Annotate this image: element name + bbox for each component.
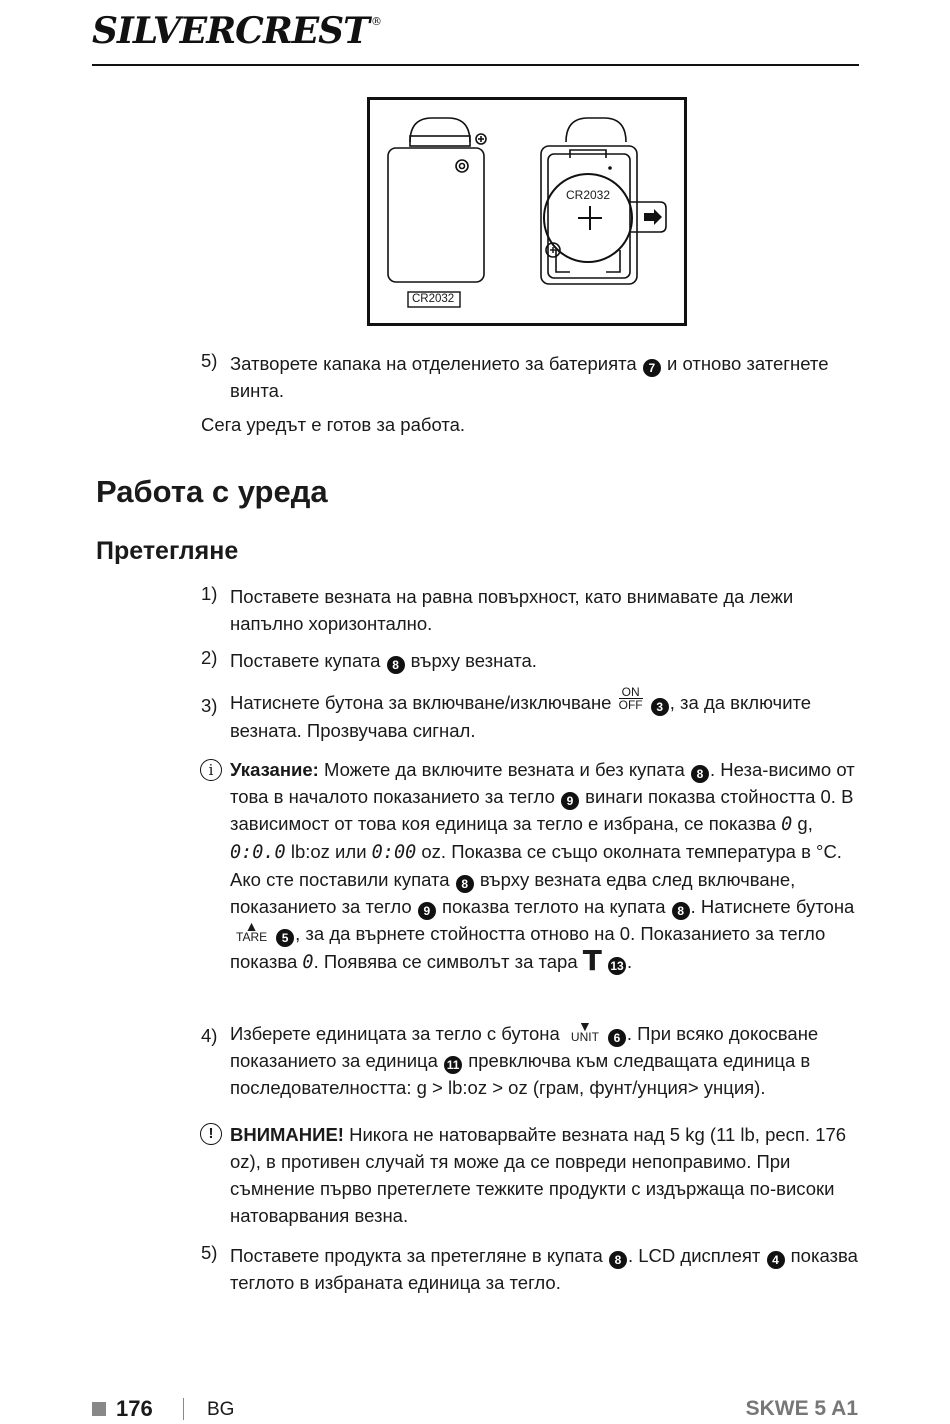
step-number: 5)	[201, 1242, 218, 1263]
step-number: 3)	[201, 695, 218, 716]
model-name: SKWE 5 A1	[745, 1397, 858, 1420]
intro-step-5: Затворете капака на отделението за батерията 7 и отново затегнете винта.	[230, 353, 829, 401]
footer-square-icon	[92, 1402, 106, 1416]
battery-figure	[367, 97, 687, 326]
brand-logo: SILVERCREST ®	[92, 10, 381, 52]
warning-block: ВНИМАНИЕ! Никога не натоварвайте везната над 5 kg (11 lb, респ. 176 oz), в противен случай тя може да се повреди непоправимо. При съмнение първо претеглете тежките продукти с издържаща по-високи натоварвания везна.	[230, 1124, 847, 1226]
section-title: Работа с уреда	[96, 474, 328, 509]
header-rule	[92, 64, 859, 66]
step-number: 2)	[201, 647, 218, 668]
step-number: 1)	[201, 583, 218, 604]
language-code: BG	[207, 1399, 235, 1420]
on-off-button-icon: ON OFF	[618, 685, 643, 712]
tara-symbol-icon: T	[582, 944, 602, 977]
unit-button-icon: ▼ UNIT	[570, 1018, 599, 1044]
figure-label-battery: CR2032	[566, 188, 611, 202]
footer-divider	[183, 1398, 184, 1420]
warning-icon: !	[200, 1123, 222, 1145]
step-1: Поставете везната на равна повърхност, като внимавате да лежи напълно хоризонтално.	[230, 586, 794, 634]
step-3: Натиснете бутона за включване/изключване ON OFF 3 , за да включите везната. Прозвучава сигнал.	[230, 685, 812, 741]
step-5: Поставете продукта за претегляне в купата 8 . LCD дисплеят 4 показва теглото в избраната единица за тегло.	[230, 1245, 858, 1293]
figure-label-left: CR2032	[412, 293, 455, 305]
battery-compartment-illustration	[370, 100, 684, 323]
subsection-title: Претегляне	[96, 537, 239, 565]
tare-button-icon: ▲ TARE	[236, 918, 268, 944]
step-number: 4)	[201, 1025, 218, 1046]
step-number: 5)	[201, 350, 218, 371]
step-4: Изберете единицата за тегло с бутона ▼ UNIT 6 . При всяко докосване показанието за единица 11 превключва към следващата единица в последователността: g > lb:oz > oz (грам, фунт/унция> унция).	[230, 1018, 819, 1098]
info-icon: i	[200, 759, 222, 781]
ready-text: Сега уредът е готов за работа.	[201, 414, 466, 435]
note-block: Указание: Можете да включите везната и без купата 8 . Неза-висимо от това в началото показанието за тегло 9 винаги показва стойността 0. В зависимост от това коя единица за тегло е избрана, се показва 0 g, 0:0.0 lb:oz или 0:00 oz. Показва се също околната температура в °C. Ако сте поставили купата 8 върху везната едва след включване, показанието за тегло 9 показва теглото на купата 8 . Натиснете бутона ▲ TARE 5 , за да върнете стойността отново на 0. Показанието за тегло показва 0. Появява се символът за тара T 13 .	[230, 759, 855, 977]
page-number: 176	[116, 1396, 153, 1421]
step-2: Поставете купата 8 върху везната.	[230, 650, 537, 672]
